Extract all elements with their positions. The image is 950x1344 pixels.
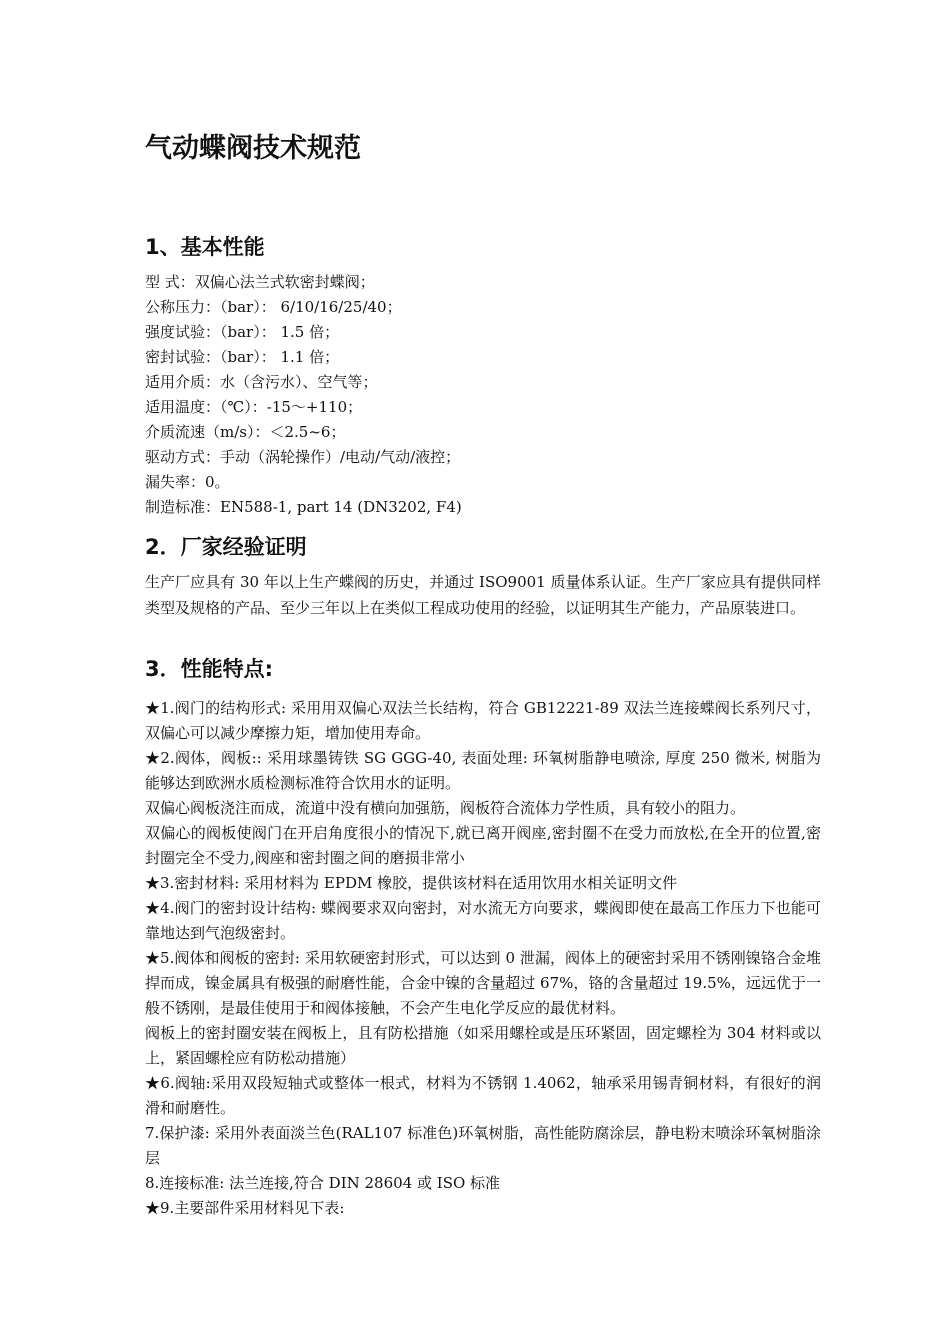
- section-heading-manufacturer-experience: 2．厂家经验证明: [145, 535, 307, 559]
- feature-item: ★5.阀体和阀板的密封: 采用软硬密封形式，可以达到 0 泄漏，阀体上的硬密封采用不锈刚镍铬合金堆捍而成，镍金属具有极强的耐磨性能，合金中镍的含量超过 67%，铬的含量超过 19.5%，远远优于一般不锈刚，是最佳使用于和阀体接触，不会产生电化学反应的最优材料。: [145, 949, 821, 1017]
- spec-line: 强度试验：（bar）： 1.5 倍；: [145, 323, 340, 341]
- feature-item: 8.连接标准: 法兰连接,符合 DIN 28604 或 ISO 标准: [145, 1174, 501, 1192]
- spec-line: 适用介质：水（含污水）、空气等；: [145, 373, 378, 391]
- feature-item: ★6.阀轴:采用双段短轴式或整体一根式，材料为不锈钢 1.4062，轴承采用锡青铜材料，有很好的润滑和耐磨性。: [145, 1074, 821, 1117]
- feature-item: ★4.阀门的密封设计结构: 蝶阀要求双向密封，对水流无方向要求，蝶阀即使在最高工作压力下也能可靠地达到气泡级密封。: [145, 899, 821, 942]
- spec-line: 漏失率：0。: [145, 473, 230, 491]
- feature-item: 7.保护漆: 采用外表面淡兰色(RAL107 标准色)环氧树脂，高性能防腐涂层，静电粉末喷涂环氧树脂涂层: [145, 1124, 821, 1167]
- section-performance-features: [145, 654, 821, 1221]
- section-manufacturer-experience: [145, 532, 821, 621]
- spec-line: 驱动方式：手动（涡轮操作）/电动/气动/液控；: [145, 448, 461, 466]
- feature-item: 双偏心的阀板使阀门在开启角度很小的情况下,就已离开阀座,密封圈不在受力而放松,在全开的位置,密封圈完全不受力,阀座和密封圈之间的磨损非常小: [145, 824, 821, 867]
- manufacturer-experience-paragraph: 生产厂应具有 30 年以上生产蝶阀的历史，并通过 ISO9001 质量体系认证。生产厂家应具有提供同样类型及规格的产品、至少三年以上在类似工程成功使用的经验，以证明其生产能力，产品原装进口。: [145, 573, 821, 617]
- spec-line: 密封试验：（bar）： 1.1 倍；: [145, 348, 340, 366]
- document-title: 气动蝶阀技术规范: [145, 133, 361, 164]
- feature-item: 双偏心阀板浇注而成，流道中没有横向加强筋，阀板符合流体力学性质，具有较小的阻力。: [145, 799, 746, 817]
- section-basic-performance: [145, 232, 821, 520]
- spec-line: 型 式：双偏心法兰式软密封蝶阀；: [145, 273, 375, 291]
- spec-line: 介质流速（m/s）：＜2.5~6；: [145, 423, 346, 441]
- feature-item: ★1.阀门的结构形式: 采用用双偏心双法兰长结构，符合 GB12221-89 双法兰连接蝶阀长系列尺寸，双偏心可以减少摩擦力矩，增加使用寿命。: [145, 699, 821, 742]
- feature-item: ★2.阀体，阀板:: 采用球墨铸铁 SG GGG-40, 表面处理: 环氧树脂静电喷涂, 厚度 250 微米, 树脂为能够达到欧洲水质检测标准符合饮用水的证明。: [145, 749, 821, 792]
- spec-line: 适用温度：（℃）：-15～+110；: [145, 398, 363, 416]
- feature-list: [145, 696, 821, 1221]
- spec-line: 公称压力：（bar）： 6/10/16/25/40；: [145, 298, 402, 316]
- feature-item: ★9.主要部件采用材料见下表:: [145, 1199, 345, 1217]
- spec-list: [145, 270, 821, 520]
- section-heading-basic-performance: 1、基本性能: [145, 235, 265, 259]
- feature-item: ★3.密封材料: 采用材料为 EPDM 橡胶，提供该材料在适用饮用水相关证明文件: [145, 874, 678, 892]
- feature-item: 阀板上的密封圈安装在阀板上，且有防松措施（如采用螺栓或是压环紧固，固定螺栓为 304 材料或以上，紧固螺栓应有防松动措施）: [145, 1024, 821, 1067]
- section-heading-performance-features: 3．性能特点:: [145, 657, 274, 681]
- spec-line: 制造标准：EN588-1, part 14 (DN3202, F4): [145, 498, 462, 516]
